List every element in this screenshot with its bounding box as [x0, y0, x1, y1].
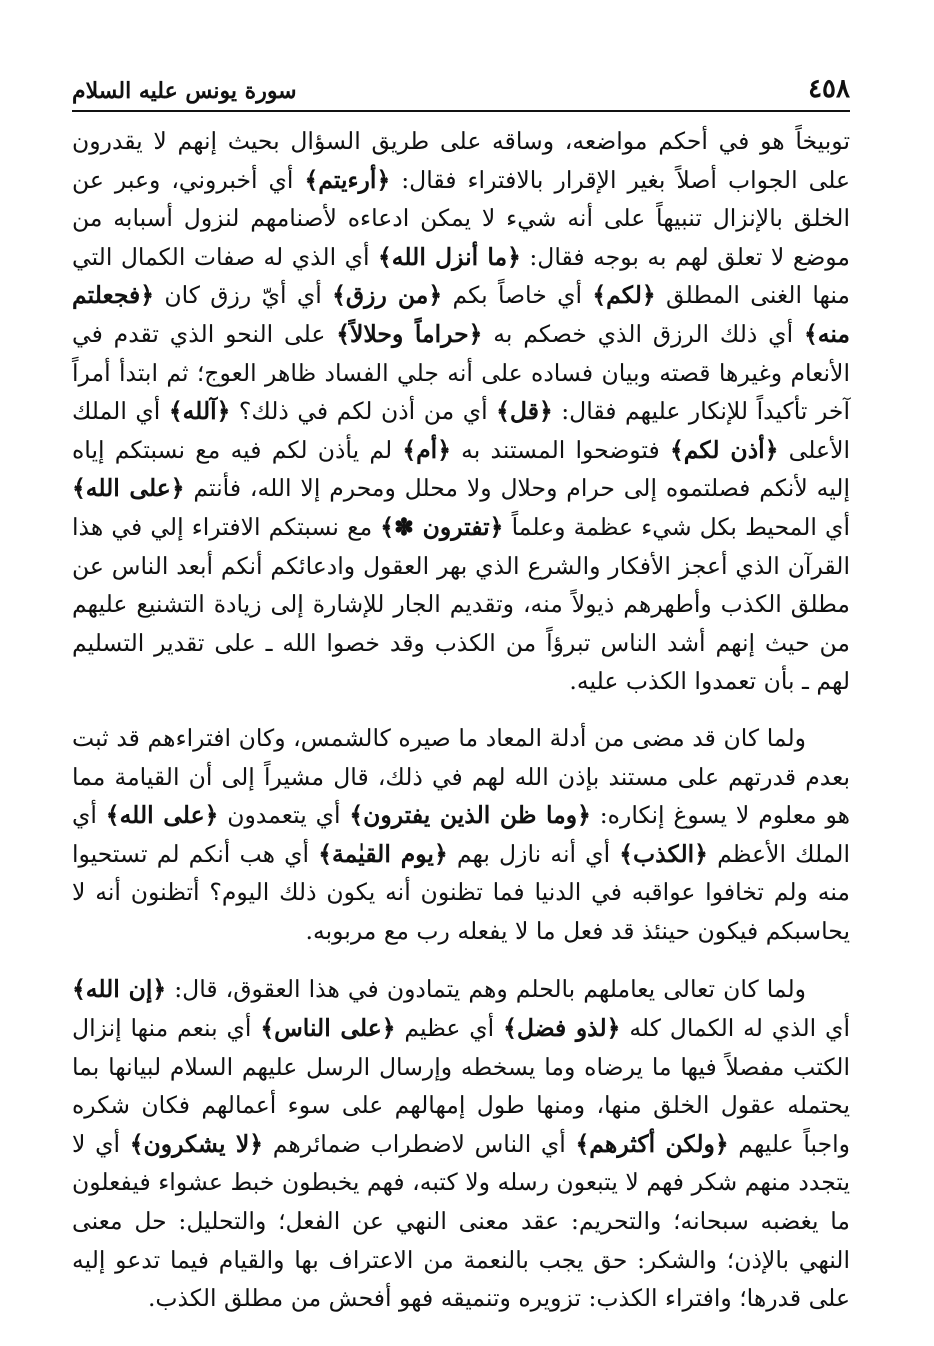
quran-quote: ﴿أذن لكم﴾	[669, 435, 779, 464]
running-title: سورة يونس عليه السلام	[72, 78, 297, 104]
quran-quote: ﴿وما ظن الذين يفترون﴾	[349, 801, 591, 830]
text-run: أي أيّ رزق كان	[154, 281, 333, 310]
quran-quote: ﴿ولكن أكثرهم﴾	[575, 1129, 729, 1158]
text-run: أي المحيط بكل شيء عظمة وعلماً	[503, 512, 850, 541]
quran-quote: ﴿يوم القيٰمة﴾	[318, 839, 448, 868]
text-run: أي خاصاً بكم	[442, 281, 593, 310]
quran-quote: ﴿من رزق﴾	[332, 281, 443, 310]
quran-quote: ﴿لا يشكرون﴾	[129, 1129, 264, 1158]
text-run: أي الذي له الكمال كله	[620, 1014, 850, 1043]
text-run: أي ذلك الرزق الذي خصكم به	[482, 319, 804, 348]
text-run: توبيخاً هو في أحكم مواضعه، وساقه على طريق السؤال بحيث إنهم لا يقدرون على الجواب أصلاً بغير الإقرار بالافتراء فقال:	[72, 127, 850, 194]
paragraph-1	[72, 122, 850, 701]
text-run: ولما كان قد مضى من أدلة المعاد ما صيره كالشمس، وكان افتراءهم قد ثبت بعدم قدرتهم على مستند بإذن الله لهم في ذلك، قال مشيراً إلى أن القيامة مما هو معلوم لا يسوغ إنكاره:	[72, 723, 850, 830]
quran-quote: ﴿أم﴾	[402, 435, 451, 464]
quran-quote: ﴿فجعلتم منه﴾	[72, 281, 851, 348]
page-number: ٤٥٨	[808, 74, 850, 104]
quran-quote: ﴿على الله﴾	[105, 801, 219, 830]
text-run: أي من أذن لكم في ذلك؟	[230, 397, 497, 426]
paragraph-3	[72, 970, 850, 1317]
quran-quote: ﴿لذو فضل﴾	[503, 1014, 621, 1043]
quran-quote: ﴿قل﴾	[496, 397, 553, 426]
header-rule	[72, 110, 850, 112]
text-run: أي الذي له صفات الكمال التي منها الغنى المطلق	[72, 242, 850, 310]
text-run: أي لا يتجدد منهم شكر فهم لا يتبعون رسله ولا كتبه، فهم يخبطون خبط عشواء فيفعلون ما يغضبه سبحانه؛ والتحريم: عقد معنى النهي عن الفعل؛ والتحليل: حل معنى النهي بالإذن؛ والشكر: حق يجب بالنعمة من الاعتراف بها والقيام فيما تدعو إليه على قدرها؛ وافتراء الكذب: تزويره وتنميقه فهو أفحش من مطلق الكذب.	[72, 1129, 850, 1313]
quran-quote: ﴿حراماً وحلالاً﴾	[336, 319, 483, 348]
text-run: أي عظيم	[395, 1014, 504, 1043]
quran-quote: ﴿آلله﴾	[168, 397, 231, 426]
quran-quote: ﴿على الناس﴾	[260, 1014, 396, 1043]
quran-quote: ﴿أرءيتم﴾	[304, 165, 391, 194]
text-run: مع نسبتكم الافتراء إلي في هذا القرآن الذي أعجز الأفكار والشرع الذي بهر العقول وادعائكم أنكم أبعد الناس عن مطلق الكذب وأطهرهم ذيولاً منه، وتقديم الجار للإشارة إلى زيادة التشنيع عليهم من حيث إنهم أشد الناس تبرؤاً من الكذب وقد خصوا الله ـ على تقدير التسليم لهم ـ بأن تعمدوا الكذب عليه.	[72, 512, 850, 696]
quran-quote: ﴿على الله﴾	[72, 474, 185, 503]
quran-quote: ﴿إن الله﴾	[72, 975, 167, 1004]
quran-quote: ﴿ما أنزل الله﴾	[378, 242, 521, 271]
text-run: فتوضحوا المستند به	[450, 435, 670, 464]
quran-quote: ﴿لكم﴾	[592, 281, 656, 310]
text-run: أي الملك الأعلى	[72, 397, 850, 464]
text-run: أي الناس لاضطراب ضمائرهم	[263, 1129, 576, 1158]
text-run: أي الملك الأعظم	[72, 801, 850, 868]
text-run: أي أخبروني، وعبر عن الخلق بالإنزال تنبيهاً على أنه شيء لا يمكن ادعاءه لأصنامهم لنزول أسبابه من موضع لا تعلق لهم به بوجه فقال:	[72, 165, 851, 271]
quran-quote: ﴿الكذب﴾	[619, 839, 708, 868]
page-header	[72, 70, 850, 110]
text-run: أي أنه نازل بهم	[447, 839, 620, 868]
text-run: أي هب أنكم لم تستحيوا منه ولم تخافوا عواقبه في الدنيا فما تظنون أنه يكون ذلك اليوم؟ أتظنون أنه لا يحاسبكم فيكون حينئذ قد فعل ما لا يفعله رب مع مربوبه.	[72, 839, 850, 945]
quran-quote: ﴿تفترون ✽﴾	[380, 512, 504, 541]
paragraph-2	[72, 719, 850, 951]
text-run: أي بنعم منها إنزال الكتب مفصلاً فيها ما يرضاه وما يسخطه وإرسال الرسل عليهم السلام لبيانها بما يحتمله عقول الخلق منها، ومنها طول إمهالهم على سوء أعمالهم فكان شكره واجباً عليهم	[72, 1014, 850, 1158]
text-run: أي يتعمدون	[218, 801, 350, 830]
page-body	[72, 122, 850, 1318]
text-run: على النحو الذي تقدم في الأنعام وغيرها قصته وبيان فساده على أنه جلي الفساد ظاهر العوج؛ ثم ابتدأ أمراً آخر تأكيداً للإنكار عليهم فقال:	[72, 319, 850, 426]
text-run: لم يأذن لكم فيه مع نسبتكم إياه إليه لأنكم فصلتموه إلى حرام وحلال ولا محلل ومحرم إلا الله، فأنتم	[72, 435, 850, 503]
text-run: ولما كان تعالى يعاملهم بالحلم وهم يتمادون في هذا العقوق، قال:	[166, 975, 806, 1004]
